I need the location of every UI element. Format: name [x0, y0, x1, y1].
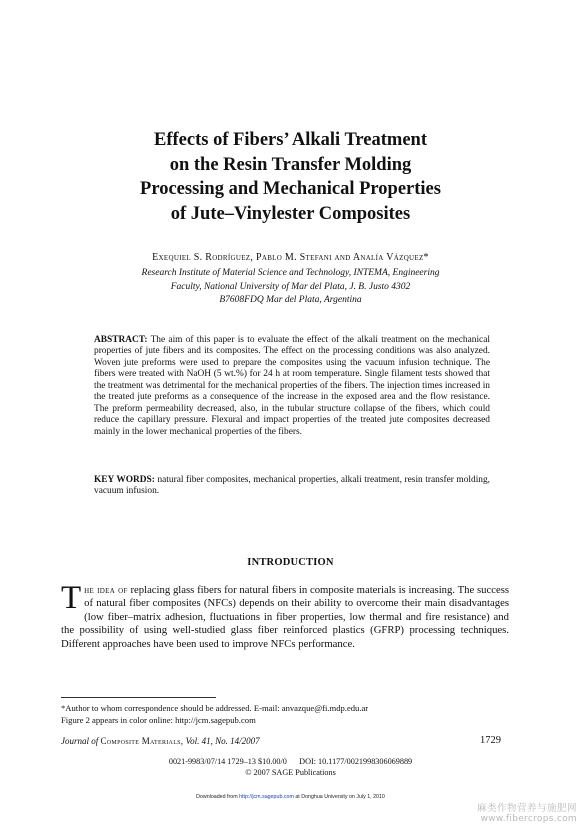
download-before: Downloaded from: [196, 794, 238, 800]
intro-lead: he idea of: [84, 584, 128, 596]
download-notice: [40, 794, 541, 800]
journal-prefix: Journal of: [61, 736, 99, 746]
drop-cap: T: [61, 580, 82, 616]
journal-details: Vol. 41, No. 14/2007: [185, 736, 260, 746]
journal-name: Composite Materials,: [100, 736, 184, 746]
abstract-label: ABSTRACT:: [94, 335, 148, 345]
title-line: of Jute–Vinylester Composites: [170, 203, 411, 224]
affiliation-line: B7608FDQ Mar del Plata, Argentina: [219, 295, 362, 305]
copyright-line: © 2007 SAGE Publications: [245, 767, 336, 777]
download-link[interactable]: http://jcm.sagepub.com: [239, 794, 294, 800]
intro-paragraph: [61, 580, 510, 651]
watermark-url: www.fibercrops.com: [480, 814, 577, 824]
title-line: on the Resin Transfer Molding: [169, 154, 412, 175]
keywords-block: [94, 475, 490, 498]
footnotes: [61, 703, 509, 726]
footnote-divider: [61, 697, 216, 698]
keywords-label: KEY WORDS:: [94, 475, 155, 485]
title-line: Processing and Mechanical Properties: [140, 179, 441, 199]
affiliation: [40, 267, 541, 308]
download-after: at Donghua University on July 1, 2010: [295, 794, 385, 800]
issn-doi-line: 0021-9983/07/14 1729–13 $10.00/0 DOI: 10.1177/0021998306069889: [168, 757, 413, 766]
section-heading: INTRODUCTION: [247, 557, 334, 568]
affiliation-line: Research Institute of Material Science and Technology, INTEMA, Engineering: [141, 268, 440, 278]
paper-title: [40, 128, 541, 226]
journal-citation: [61, 736, 260, 746]
issn-block: [40, 757, 541, 778]
footnote-correspondence: *Author to whom correspondence should be addressed. E-mail: anvazque@fi.mdp.edu.ar: [61, 703, 369, 713]
title-line: Effects of Fibers’ Alkali Treatment: [154, 130, 427, 150]
page-number: 1729: [480, 735, 501, 746]
keywords-text: natural fiber composites, mechanical properties, alkali treatment, resin transfer molding, vacuum infusion.: [94, 475, 491, 497]
watermark-chinese: 麻类作物营养与施肥网: [476, 803, 577, 814]
footnote-color-online: Figure 2 appears in color online: http://jcm.sagepub.com: [61, 714, 256, 725]
site-watermark: [477, 803, 577, 825]
intro-text: replacing glass fibers for natural fibers in composite materials is increasing. The success of natural fiber composites (NFCs) depends on their ability to overcome their main disadvantages (low fiber–matrix adhesion, fluctuations in fiber properties, low thermal and fire resistance) and the possibility of using well-studied glass fiber reinforced plastics (GFRP) processing techniques. Different approaches have been used to improve NFCs performance.: [61, 584, 510, 650]
affiliation-line: Faculty, National University of Mar del Plata, J. B. Justo 4302: [170, 281, 411, 292]
abstract-block: [94, 335, 490, 438]
abstract-text: The aim of this paper is to evaluate the effect of the alkali treatment on the mechanical properties of jute fibers and its composites. The effect on the processing conditions was also analyzed. Woven jute preforms were used to prepare the composites using the vacuum infusion technique. The fibers were treated with NaOH (5 wt.%) for 24 h at room temperature. Single filament tests showed that the treatment was detrimental for the mechanical properties of the fibers. The injection times increased in the treated jute preforms as a consequence of the increase in the exposed area and the flow resistance. The preform permeability decreased, also, in the tubular structure collapse of the fibers, which could reduce the capillary pressure. Flexural and impact properties of the treated jute composites decreased mainly in the lower mechanical properties of the fibers.: [94, 335, 490, 437]
author-list: Exequiel S. Rodríguez, Pablo M. Stefani and Analía Vázquez*: [152, 252, 429, 263]
